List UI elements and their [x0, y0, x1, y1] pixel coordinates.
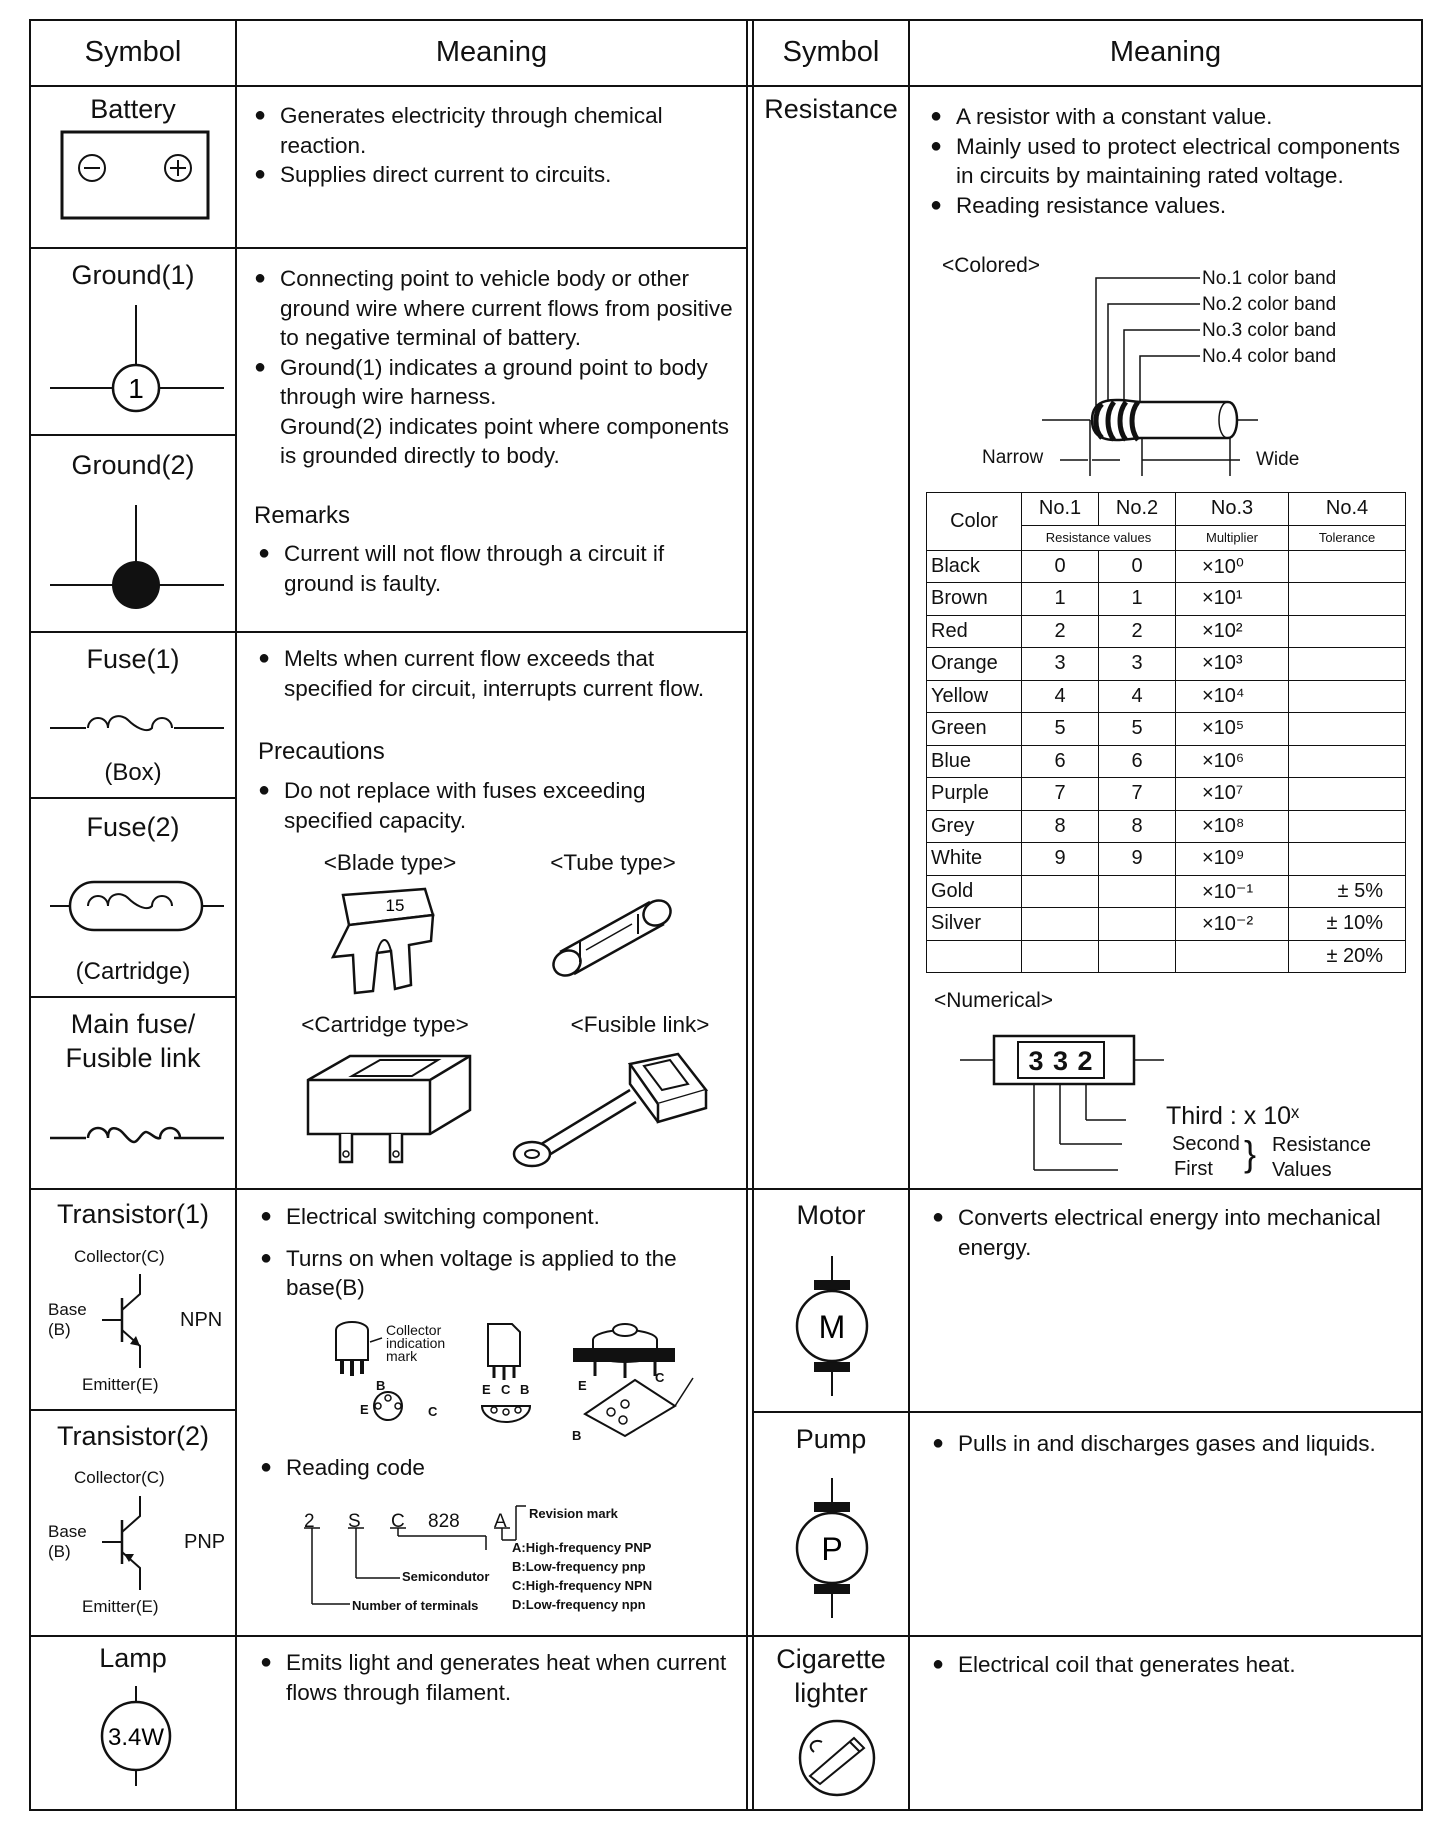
pkg1-pin-e: E	[360, 1402, 369, 1417]
pump-label: Pump	[795, 1424, 867, 1454]
multiplier-cell: ×10⁵	[1176, 713, 1289, 746]
lamp-bullet-1: ● Emits light and generates heat when current flows through filament.	[260, 1648, 730, 1707]
ground2-label: Ground(2)	[71, 450, 195, 480]
subheader-resistance: Resistance values	[1022, 525, 1176, 550]
ground1-icon	[48, 300, 228, 430]
color-table-row	[927, 713, 1406, 746]
transistor1-label: Transistor(1)	[56, 1199, 210, 1229]
color-name-cell: Gold	[927, 875, 1022, 908]
tolerance-cell	[1289, 648, 1406, 681]
no2-cell: 5	[1099, 713, 1176, 746]
cigarette-text	[932, 1650, 1402, 1680]
color-table-row	[927, 550, 1406, 583]
no1-cell: 5	[1022, 713, 1099, 746]
multiplier-cell: ×10¹	[1176, 583, 1289, 616]
cigarette-bullet-1: ● Electrical coil that generates heat.	[932, 1650, 1402, 1680]
color-table-row	[927, 940, 1406, 973]
band-label-2: No.2 color band	[1202, 294, 1337, 315]
color-table-row	[927, 875, 1406, 908]
tube-fuse-icon	[540, 890, 690, 980]
fuse1-icon	[48, 708, 228, 748]
transistor2-collector: Collector(C)	[74, 1468, 165, 1487]
colored-caption: <Colored>	[942, 254, 1041, 277]
transistor-package-2-icon	[480, 1318, 540, 1428]
transistor-text	[260, 1202, 730, 1303]
fuse-precaution-1: ● Do not replace with fuses exceeding specified capacity.	[258, 776, 728, 835]
motor-label: Motor	[796, 1200, 866, 1230]
motor-text	[932, 1203, 1402, 1262]
color-name-cell: Orange	[927, 648, 1022, 681]
tolerance-cell	[1289, 745, 1406, 778]
pkg3-pin-e: E	[578, 1378, 587, 1393]
resistance-bullet-1: ● A resistor with a constant value.	[930, 102, 1410, 132]
color-table-row	[927, 615, 1406, 648]
fuse-precautions-title: Precautions	[258, 738, 385, 765]
numerical-caption: <Numerical>	[934, 989, 1054, 1012]
narrow-label: Narrow	[982, 447, 1044, 468]
transistor1-base: Base (B)	[48, 1300, 87, 1339]
pkg3-pin-b: B	[572, 1428, 582, 1443]
ground-note: Ground(2) indicates point where components is grounded directly to body.	[280, 413, 730, 468]
color-table-row	[927, 680, 1406, 713]
battery-bullet-2: ● Supplies direct current to circuits.	[254, 160, 734, 190]
no2-cell	[1099, 908, 1176, 941]
col-header-no2: No.2	[1099, 493, 1176, 526]
first-label: First	[1174, 1158, 1213, 1180]
lamp-label: Lamp	[99, 1643, 167, 1673]
battery-icon	[60, 130, 210, 220]
blade-fuse-icon	[325, 885, 445, 995]
code-char-1: 2	[304, 1511, 315, 1532]
wide-label: Wide	[1256, 449, 1300, 470]
tolerance-cell	[1289, 680, 1406, 713]
fuse-text	[258, 644, 728, 703]
main-fuse-label: Main fuse/ Fusible link	[65, 1009, 201, 1073]
no2-cell	[1099, 875, 1176, 908]
cigarette-lighter-icon	[792, 1718, 882, 1798]
col-header-no4: No.4	[1289, 493, 1406, 526]
header-meaning-left: Meaning	[435, 36, 548, 68]
no1-cell: 0	[1022, 550, 1099, 583]
tolerance-cell	[1289, 843, 1406, 876]
ground-remarks-title: Remarks	[254, 502, 351, 529]
col-header-color: Color	[927, 493, 1022, 551]
transistor-bullet-1: ● Electrical switching component.	[260, 1202, 730, 1232]
battery-bullet-1: ● Generates electricity through chemical reaction.	[254, 101, 734, 160]
pump-icon	[782, 1478, 882, 1618]
header-symbol-left: Symbol	[84, 36, 182, 68]
no2-cell: 2	[1099, 615, 1176, 648]
tube-type-caption: <Tube type>	[550, 850, 676, 875]
header-symbol-right: Symbol	[782, 36, 880, 68]
tolerance-cell	[1289, 583, 1406, 616]
no1-cell	[1022, 875, 1099, 908]
ground1-number: 1	[128, 373, 144, 404]
fusible-link-caption: <Fusible link>	[570, 1012, 710, 1037]
band-label-1: No.1 color band	[1202, 268, 1337, 289]
band-label-3: No.3 color band	[1202, 320, 1337, 341]
tolerance-cell	[1289, 550, 1406, 583]
no2-cell: 0	[1099, 550, 1176, 583]
resistance-bullet-2: ● Mainly used to protect electrical components in circuits by maintaining rated voltage.	[930, 132, 1410, 191]
transistor2-pnp-icon	[100, 1494, 160, 1594]
no2-cell: 9	[1099, 843, 1176, 876]
collector-indication-mark: Collector indication mark	[386, 1322, 446, 1364]
color-name-cell: Purple	[927, 778, 1022, 811]
multiplier-cell: ×10⁹	[1176, 843, 1289, 876]
revision-c: C:High-frequency NPN	[512, 1578, 653, 1593]
multiplier-cell: ×10⁸	[1176, 810, 1289, 843]
multiplier-cell: ×10²	[1176, 615, 1289, 648]
fuse-bullet-1: ● Melts when current flow exceeds that specified for circuit, interrupts current flow.	[258, 644, 728, 703]
tolerance-cell	[1289, 615, 1406, 648]
no1-cell	[1022, 908, 1099, 941]
color-table-row	[927, 843, 1406, 876]
resistance-text	[930, 102, 1410, 220]
pump-letter: P	[821, 1531, 843, 1567]
no1-cell: 8	[1022, 810, 1099, 843]
tolerance-cell: ± 10%	[1289, 908, 1406, 941]
lamp-rating: 3.4W	[107, 1724, 165, 1751]
fuse2-cartridge: (Cartridge)	[75, 958, 191, 985]
color-name-cell: White	[927, 843, 1022, 876]
reading-code-heading	[260, 1453, 560, 1483]
motor-letter: M	[818, 1309, 846, 1345]
multiplier-cell: ×10⁻¹	[1176, 875, 1289, 908]
no2-cell: 6	[1099, 745, 1176, 778]
subheader-tolerance: Tolerance	[1289, 525, 1406, 550]
second-label: Second	[1172, 1133, 1240, 1155]
ground-bullet-2: ● Ground(1) indicates a ground point to body through wire harness.	[254, 353, 742, 412]
pkg1-pin-b: B	[376, 1378, 386, 1393]
cartridge-type-caption: <Cartridge type>	[301, 1012, 469, 1037]
color-table-row	[927, 810, 1406, 843]
transistor2-base: Base (B)	[48, 1522, 87, 1561]
lamp-icon	[96, 1686, 176, 1796]
code-char-3: C	[391, 1511, 405, 1532]
blade-type-caption: <Blade type>	[323, 850, 457, 875]
col-header-no3: No.3	[1176, 493, 1289, 526]
color-table-row	[927, 778, 1406, 811]
lamp-text	[260, 1648, 730, 1707]
code-terminals-label: Number of terminals	[352, 1598, 479, 1613]
fuse2-icon	[48, 876, 228, 936]
code-char-5: A	[494, 1511, 507, 1532]
no1-cell: 2	[1022, 615, 1099, 648]
battery-text	[254, 101, 734, 190]
fuse1-label: Fuse(1)	[86, 644, 180, 674]
pump-bullet-1: ● Pulls in and discharges gases and liquids.	[932, 1429, 1422, 1459]
resistance-values-label: Resistance Values	[1272, 1134, 1371, 1181]
blade-fuse-rating: 15	[385, 896, 405, 915]
no2-cell: 8	[1099, 810, 1176, 843]
no1-cell	[1022, 940, 1099, 973]
subheader-multiplier: Multiplier	[1176, 525, 1289, 550]
transistor-bullet-2: ● Turns on when voltage is applied to the base(B)	[260, 1244, 730, 1303]
code-revision-label: Revision mark	[529, 1506, 618, 1521]
cigarette-lighter-label: Cigarette lighter	[776, 1644, 886, 1708]
transistor2-emitter: Emitter(E)	[82, 1597, 159, 1616]
fusible-link-icon	[510, 1050, 710, 1170]
color-name-cell: Grey	[927, 810, 1022, 843]
color-name-cell: Black	[927, 550, 1022, 583]
code-char-4: 828	[428, 1511, 460, 1532]
ground-text	[254, 264, 742, 471]
transistor2-type: PNP	[184, 1531, 226, 1553]
revision-d: D:Low-frequency npn	[512, 1597, 646, 1612]
multiplier-cell: ×10⁶	[1176, 745, 1289, 778]
color-name-cell: Silver	[927, 908, 1022, 941]
resistance-label: Resistance	[764, 94, 898, 124]
transistor2-label: Transistor(2)	[56, 1421, 210, 1451]
color-table-row	[927, 908, 1406, 941]
numerical-code: 3 3 2	[1028, 1046, 1094, 1076]
color-table-row	[927, 583, 1406, 616]
third-label: Third : x 10ˣ	[1166, 1102, 1300, 1130]
color-name-cell: Yellow	[927, 680, 1022, 713]
ground-bullet-1: ● Connecting point to vehicle body or other ground wire where current flows from positive to negative terminal of battery.	[254, 264, 742, 353]
band-label-4: No.4 color band	[1202, 346, 1337, 367]
pkg3-pin-c: C	[655, 1370, 665, 1385]
revision-a: A:High-frequency PNP	[512, 1540, 652, 1555]
battery-label: Battery	[90, 94, 176, 124]
tolerance-cell	[1289, 810, 1406, 843]
color-table-row	[927, 648, 1406, 681]
no1-cell: 7	[1022, 778, 1099, 811]
no2-cell: 1	[1099, 583, 1176, 616]
color-name-cell	[927, 940, 1022, 973]
no1-cell: 6	[1022, 745, 1099, 778]
no2-cell: 3	[1099, 648, 1176, 681]
ground-remarks	[258, 539, 728, 598]
code-char-2: S	[348, 1511, 361, 1532]
pkg2-pin-e: E	[482, 1382, 491, 1397]
main-fuse-icon	[48, 1118, 228, 1158]
multiplier-cell: ×10⁻²	[1176, 908, 1289, 941]
color-name-cell: Blue	[927, 745, 1022, 778]
multiplier-cell	[1176, 940, 1289, 973]
pkg1-pin-c: C	[428, 1404, 438, 1419]
color-table-row	[927, 745, 1406, 778]
ground1-label: Ground(1)	[71, 260, 195, 290]
pump-text	[932, 1429, 1422, 1459]
tolerance-cell: ± 5%	[1289, 875, 1406, 908]
tolerance-cell: ± 20%	[1289, 940, 1406, 973]
fuse2-label: Fuse(2)	[86, 812, 180, 842]
no2-cell: 4	[1099, 680, 1176, 713]
pkg2-pin-c: C	[501, 1382, 511, 1397]
no2-cell: 7	[1099, 778, 1176, 811]
color-name-cell: Green	[927, 713, 1022, 746]
motor-bullet-1: ● Converts electrical energy into mechanical energy.	[932, 1203, 1402, 1262]
resistance-bullet-3: ● Reading resistance values.	[930, 191, 1410, 221]
ground-remark-1: ● Current will not flow through a circuit if ground is faulty.	[258, 539, 728, 598]
multiplier-cell: ×10⁷	[1176, 778, 1289, 811]
transistor1-emitter: Emitter(E)	[82, 1375, 159, 1394]
tolerance-cell	[1289, 778, 1406, 811]
color-name-cell: Red	[927, 615, 1022, 648]
multiplier-cell: ×10⁰	[1176, 550, 1289, 583]
fuse1-box: (Box)	[104, 759, 162, 786]
col-header-no1: No.1	[1022, 493, 1099, 526]
pkg2-pin-b: B	[520, 1382, 530, 1397]
cartridge-fuse-icon	[300, 1050, 480, 1170]
motor-icon	[782, 1256, 882, 1396]
no1-cell: 3	[1022, 648, 1099, 681]
ground2-icon	[48, 500, 228, 620]
multiplier-cell: ×10⁴	[1176, 680, 1289, 713]
code-semi-label: Semicondutor	[402, 1569, 490, 1584]
transistor1-npn-icon	[100, 1272, 160, 1372]
resistor-color-table	[926, 492, 1406, 973]
no1-cell: 9	[1022, 843, 1099, 876]
revision-b: B:Low-frequency pnp	[512, 1559, 646, 1574]
tolerance-cell	[1289, 713, 1406, 746]
no1-cell: 4	[1022, 680, 1099, 713]
no2-cell	[1099, 940, 1176, 973]
no1-cell: 1	[1022, 583, 1099, 616]
fuse-precautions	[258, 776, 728, 835]
transistor1-collector: Collector(C)	[74, 1247, 165, 1266]
multiplier-cell: ×10³	[1176, 648, 1289, 681]
header-meaning-right: Meaning	[1109, 36, 1222, 68]
reading-code-title: ● Reading code	[260, 1453, 560, 1483]
brace-icon: }	[1244, 1133, 1257, 1174]
transistor1-type: NPN	[180, 1309, 223, 1331]
color-name-cell: Brown	[927, 583, 1022, 616]
